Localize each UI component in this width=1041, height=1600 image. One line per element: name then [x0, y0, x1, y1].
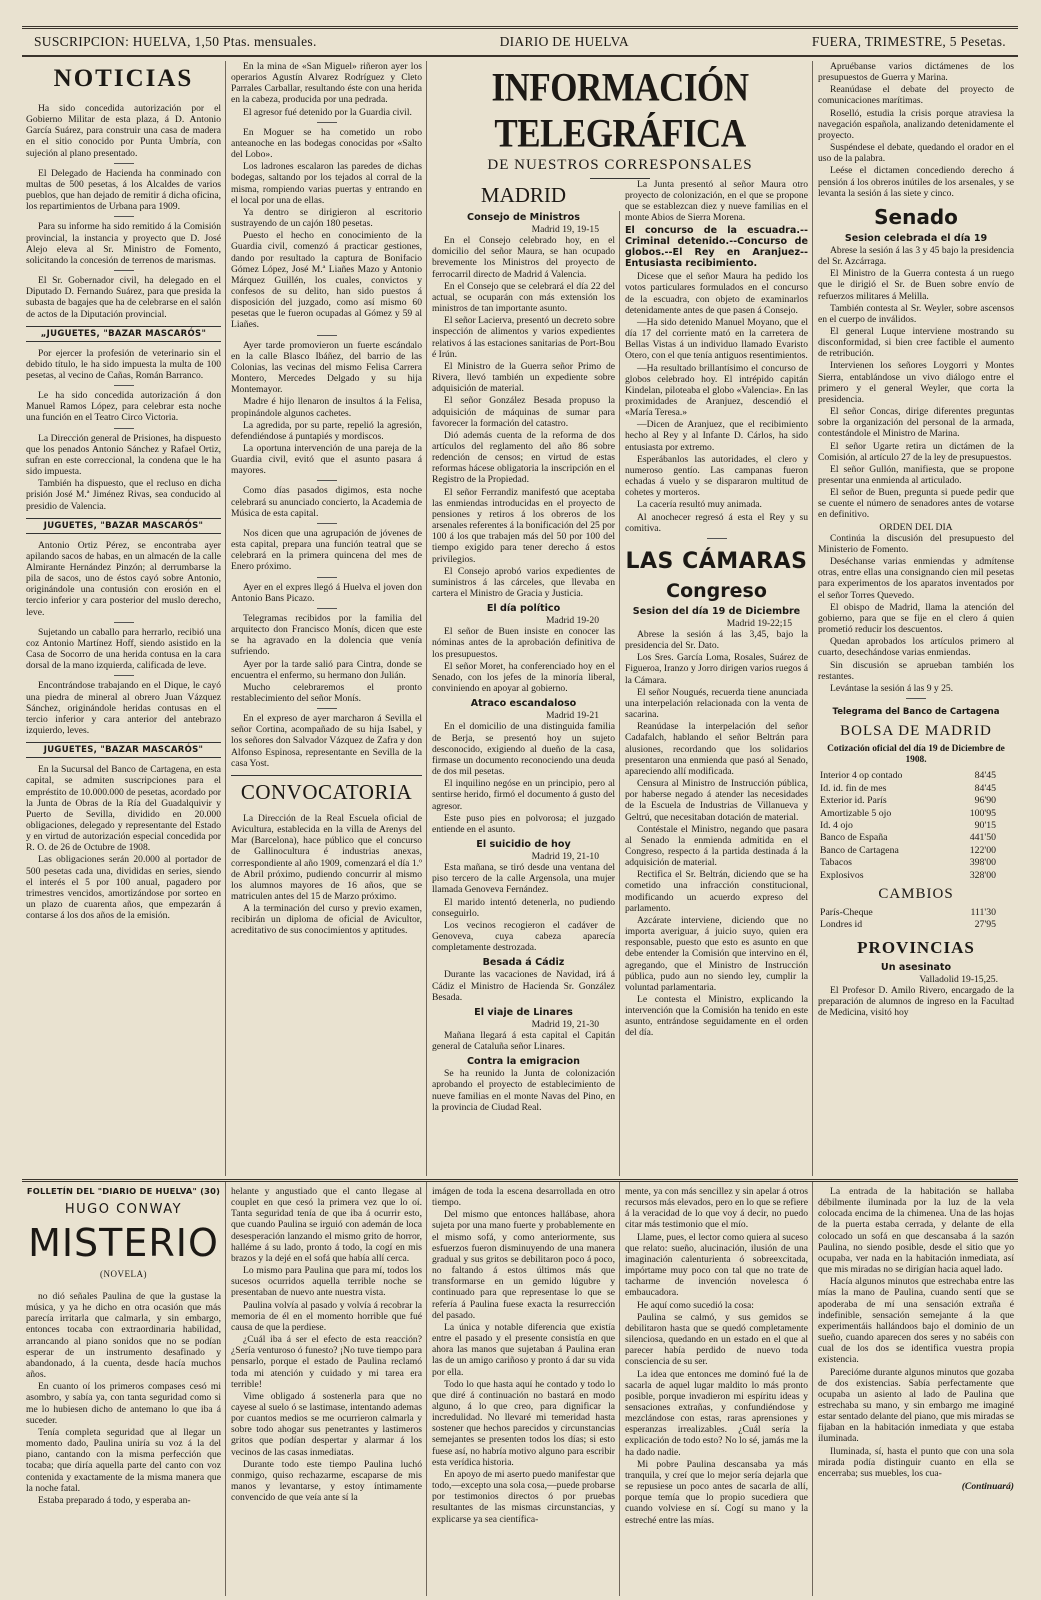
- serial-paragraph: Todo lo que hasta aquí he contado y todo lo que diré á continuación no bastará en modo alguno, á lo que creo, para dignificar la incredulidad. No llevaré mi temeridad hasta sostener que hechos parecidos y circunstancias semejantes se presenten todos los días; si esto fuese así, no habría motivo alguno para escribir esta verídica historia.: [432, 1378, 615, 1468]
- news-item: Telegramas recibidos por la familia del arquitecto don Francisco Monís, dicen que este se ha agravado en la dolencia que venía sufriendo.: [231, 612, 422, 658]
- session-heading: Sesion del día 19 de Diciembre: [632, 605, 801, 617]
- news-item: En el expreso de ayer marcharon á Sevilla el señor Cortina, acompañado de su hija Isabel, y los señores don Salvador Vázquez de Zafra y don Alfonso Espinosa, representante en Sevilla de la casa Yost.: [231, 713, 422, 769]
- article-paragraph: Le contesta el Ministro, explicando la intervención que la Comisión ha tenido en este asunto, entrándose seguidamente en el orden del día.: [625, 994, 808, 1039]
- dateline: Madrid 19-21: [545, 710, 599, 722]
- quotation-date: Cotización oficial del día 19 de Diciembre de 1908.: [827, 743, 1005, 766]
- convocatoria-heading: CONVOCATORIA: [240, 779, 413, 804]
- bazar-ad: JUGUETES, "BAZAR MASCARÓS": [26, 518, 221, 534]
- article-paragraph: El señor Moret, ha conferenciado hoy en el Senado, con los jefes de la minoría liberal, conviniendo en apoyar al gobierno.: [432, 660, 615, 695]
- news-item: El Delegado de Hacienda ha conminado con multas de 500 pesetas, á los Alcaldes de varios pueblos, que han dejado de remitir á dicha oficina, los repartimientos de Urbana para 1909.: [26, 167, 221, 213]
- folletin-section: [22, 1179, 1018, 1593]
- provincias-heading: PROVINCIAS: [857, 937, 975, 957]
- rate-name: Banco de Cartagena: [820, 844, 899, 856]
- news-item: Ayer por la tarde salió para Cintra, donde se encuentra el enfermo, su hermano don Julián.: [231, 658, 422, 681]
- section-heading: Contra la emigracion: [467, 1056, 580, 1068]
- article-paragraph: Continúa la discusión del presupuesto del Ministerio de Fomento.: [818, 532, 1014, 555]
- rate-value: 96'90: [974, 795, 996, 807]
- news-item: Nos dicen que una agrupación de jóvenes de esta capital, prepara una función teatral que se celebrará en la primera quincena del mes de Enero próximo.: [231, 527, 422, 573]
- senado-column: [814, 61, 1018, 1176]
- rate-name: Interior 4 op contado: [820, 770, 903, 782]
- rate-value: 328'00: [969, 869, 996, 881]
- serial-paragraph: Paulina se calmó, y sus gemidos se debilitaron hasta que se quedó completamente silenciosa, quedando en un estado en el que al parecer había perdido de nuevo toda consciencia de su ser.: [625, 1311, 808, 1368]
- rate-name: Londres id: [820, 919, 863, 931]
- news-item: La Dirección general de Prisiones, ha dispuesto que los penados Antonio Sánchez y Rafael Ortiz, sufran en este correccional, la condena que le ha sido impuesta.: [26, 432, 221, 478]
- serial-paragraph: Parecióme durante algunos minutos que gozaba de dos existencias. Sabía perfectamente que ocupaba un asiento al lado de Paulina que estrechaba su mano, y sin embargo me imaginé estar sentado delante del piano, que mis miradas se fijaban en la habitación inmediata y que estaba iluminada.: [818, 1366, 1014, 1445]
- article-paragraph: Reanúdase el debate del proyecto de comunicaciones marítimas.: [818, 84, 1014, 107]
- rate-value: 27'95: [974, 919, 996, 931]
- article-paragraph: El señor Nougués, recuerda tiene anunciada una interpelación relacionada con la venta de sacarina.: [625, 686, 808, 721]
- serial-paragraph: He aquí como sucedió la cosa:: [637, 1299, 754, 1311]
- article-paragraph: Dicese que el señor Maura ha pedido los votos particulares formulados en el concurso de la escuadra, con objeto de examinarlos detenidamente antes de que pasen á Consejo.: [625, 271, 808, 316]
- article-paragraph: Deséchanse varias enmiendas y admítense otras, entre ellas una consignando cien mil pesetas para experimentos de los aparatos inventados por el señor Torres Quevedo.: [818, 556, 1014, 601]
- article-paragraph: El señor Ferrandiz manifestó que aceptaba las enmiendas introducidas en el proyecto de pensiones y retiros á los obreros de los arsenales referentes á la bonificación del 25 por 100 á los que trabajen más del 50 por 100 del tiempo exigido para tener derecho á estos privilegios.: [432, 486, 615, 565]
- news-item: Ha sido concedida autorización por el Gobierno Militar de esta plaza, á D. Antonio García Suárez, para construir una casa de madera en el sitio conocido por Punta Umbría, con sujeción al plano presentado.: [26, 103, 221, 159]
- serial-paragraph: Llame, pues, el lector como quiera al suceso que relato: sueño, alucinación, ilusión de una imaginación calenturienta ó sobreexcitada, impórtame muy poco con tal que no trate de tacharme de invención novelesca ó embaucadora.: [625, 1231, 808, 1299]
- article-paragraph: Durante las vacaciones de Navidad, irá á Cádiz el Ministro de Hacienda Sr. González Besada.: [432, 969, 615, 1003]
- orden-del-dia: ORDEN DEL DIA: [879, 521, 953, 533]
- article-paragraph: Suspéndese el debate, quedando el orador en el uso de la palabra.: [818, 142, 1014, 165]
- serial-paragraph: En apoyo de mi aserto puedo manifestar que todo,—excepto una sola cosa,—puede probarse por testimonios directos ó por pruebas resultantes de las mismas circunstancias, y explicarse ya sea científica-: [432, 1468, 615, 1525]
- article-paragraph: Abrese la sesión á las 3 y 45 bajo la presidencia del Sr. Azcárraga.: [818, 244, 1014, 268]
- article-paragraph: Apruébanse varios dictámenes de los presupuestos de Guerra y Marina.: [818, 61, 1014, 84]
- article-paragraph: Levántase la sesión á las 9 y 25.: [830, 682, 954, 694]
- article-paragraph: El Ministro de la Guerra contesta á un ruego que le dirigió el Sr. de Buen sobre envío de refuerzos militares á Melilla.: [818, 268, 1014, 302]
- serial-title: MISTERIO: [28, 1221, 219, 1265]
- rate-name: Id. id. fin de mes: [820, 782, 887, 794]
- article-paragraph: El general Luque interviene mostrando su disconformidad, si bien cree factible el aumento de retribución.: [818, 325, 1014, 360]
- news-item: Encontrándose trabajando en el Dique, le cayó una piedra de mineral al obrero Juan Vázquez Sánchez, originándole heridas contusas en el tercio inferior y cara anterior del antebrazo izquierdo, leves.: [26, 680, 221, 737]
- rate-value: 122'00: [969, 844, 996, 856]
- serial-paragraph: ¿Cuál iba á ser el efecto de esta reacción? ¿Sería venturoso ó funesto? ¡No tuve tiempo para pensarlo, porque el estado de Paulina reclamó toda mi atención y cuidado y mi tarea era terrible!: [231, 1334, 422, 1390]
- serial-paragraph: Del mismo que entonces hallábase, ahora sujeta por una mano fuerte y probablemente en el mismo sofá, y como anteriormente, sus esfuerzos fueron disminuyendo de una manera gradual y sus gritos se debilitaron poco á poco, no faltando á estos últimos más que transformarse en un gemido lúgubre y continuado para que representase lo que se refería á Paulina fuese exacta la resurrección del pasado.: [432, 1209, 615, 1321]
- news-item: Mucho celebraremos el pronto restablecimiento del señor Monís.: [231, 681, 422, 704]
- stock-rates: [818, 770, 1014, 882]
- folletin-header: FOLLETÍN DEL "DIARIO DE HUELVA" (30): [26, 1186, 221, 1196]
- rate-row: [818, 795, 1014, 807]
- dateline: Madrid 19, 21-30: [531, 1018, 599, 1030]
- article-paragraph: Los vecinos recogieron el cadáver de Genoveva, cuya cabeza aparecía completamente destrozada.: [432, 919, 615, 954]
- news-item: La oportuna intervención de una pareja de la Guardia civil, evitó que el asunto pasara á mayores.: [231, 443, 422, 477]
- article-paragraph: Se ha reunido la Junta de colonización aprobando el proyecto de establecimiento de nueve familias en el monte Navas del Pino, en la provincia de Ciudad Real.: [432, 1068, 615, 1113]
- camaras-heading: LAS CÁMARAS: [625, 548, 808, 574]
- news-item: El agresor fué detenido por la Guardia civil.: [243, 106, 412, 118]
- news-item: Puesto el hecho en conocimiento de la Guardia civil, comenzó á practicar gestiones, dando por resultado la captura de Bonifacio Gómez López, José M.ª Liañes Mazo y Antonio Márquez Guillén, los cuales, convictos y confesos de su delito, han sido puestos á disposición del juzgado, como así mismo 60 pesetas que le fueron ocupadas al Gómez y 59 al Liañes.: [231, 230, 422, 331]
- rate-row: [818, 808, 1014, 820]
- dateline: Madrid 19, 19-15: [531, 224, 599, 235]
- article-paragraph: El señor de Buen insiste en conocer las nóminas antes de la aprobación definitiva de los presupuestos.: [432, 626, 615, 660]
- serial-column-4: [621, 1186, 812, 1596]
- news-item: Sujetando un caballo para herrarlo, recibió una coz Antonio Martínez Hoff, siendo asistido en la Casa de Socorro de una herida contusa en la cara dorsal de la mano izquierda, calificada de leve.: [26, 626, 221, 672]
- rate-row: [818, 919, 1014, 931]
- rate-value: 111'30: [970, 906, 996, 918]
- news-item: A la terminación del curso y previo examen, recibirán un diploma de oficial de Avicultor, acreditativo de sus conocimientos y aptitudes.: [231, 903, 422, 937]
- article-paragraph: Esta mañana, se tiró desde una ventana del piso tercero de la calle Argensola, una mujer llamada Genoveva Fernández.: [432, 862, 615, 896]
- bank-telegram-heading: Telegrama del Banco de Cartagena: [832, 706, 1000, 717]
- news-item: Por ejercer la profesión de veterinario sin el debido título, le ha sido impuesta la multa de 100 pesetas, al vecino de Cañas, Román Barranco.: [26, 347, 221, 381]
- article-paragraph: Los Sres. García Loma, Rosales, Suárez de Figueroa, Iranzo y Jorro dirigen varios ruegos á la Cámara.: [625, 652, 808, 686]
- dateline: Madrid 19, 21-10: [531, 850, 599, 862]
- news-item: Ya dentro se dirigieron al escritorio sustrayendo de un cajón 180 pesetas.: [231, 206, 422, 230]
- rate-value: 100'95: [969, 807, 996, 819]
- article-paragraph: El marido intentó detenerla, no pudiendo conseguirlo.: [432, 896, 615, 919]
- article-paragraph: El obispo de Madrid, llama la atención del gobierno, para que se fije en el clero á quien prometió reducir los descuentos.: [818, 601, 1014, 636]
- news-item: En la mina de «San Miguel» riñeron ayer los operarios Agustín Alvarez Rodríguez y Cleto Parrales Carballar, resultando éste con una herida en la cabeza, producida por una pedrada.: [231, 61, 422, 106]
- rate-row: [818, 832, 1014, 844]
- serial-paragraph: no dió señales Paulina de que la gustase la música, y ya he dicho en otra ocasión que más parecía irritarla que calmarla, y sin embargo, entonces tocaba con extraordinaria habilidad, arrancando al piano sonidos que no se podían esperar de un instrumento desafinado y abandonado, á la cuenta, desde hacía muchos años.: [26, 1291, 221, 1381]
- article-paragraph: La cacería resultó muy animada.: [637, 499, 762, 511]
- rate-name: Amortizable 5 ojo: [820, 807, 892, 819]
- article-paragraph: Esperábanlos las autoridades, el clero y numeroso gentío. Las campanas fueron echadas á vuelo y se dispararon multitud de cohetes y morteros.: [625, 453, 808, 499]
- correspondents-subheading: DE NUESTROS CORRESPONSALES: [487, 157, 753, 173]
- rate-value: 398'00: [969, 857, 996, 869]
- serial-paragraph: Estaba preparado á todo, y esperaba an-: [38, 1494, 191, 1506]
- masthead: [22, 29, 1018, 57]
- article-paragraph: Mañana llegará á esta capital el Capitán general de Cataluña señor Linares.: [432, 1030, 615, 1053]
- session-heading: Sesion celebrada el día 19: [844, 232, 988, 244]
- article-paragraph: Intervienen los señores Loygorri y Montes Sierra, entablándose un vivo diálogo entre el primero y el general Weyler, que corta la presidencia.: [818, 360, 1014, 405]
- article-paragraph: El señor de Buen, pregunta si puede pedir que se cuente el número de senadores antes de votarse en definitivo.: [818, 487, 1014, 521]
- congreso-heading: Congreso: [666, 579, 767, 602]
- bold-headline: El concurso de la escuadra.--Criminal detenido.--Concurso de globos.--El Rey en Aranjuez--Entusiasta recibimiento.: [625, 224, 808, 270]
- article-paragraph: En el Consejo que se celebrará el día 22 del actual, se ocuparán con más extensión los ministros de tan importante asunto.: [432, 280, 615, 315]
- article-paragraph: También contesta al Sr. Weyler, sobre ascensos en el cuerpo de inválidos.: [818, 302, 1014, 325]
- rate-value: 84'45: [974, 782, 996, 794]
- local-news-column: [227, 61, 426, 1176]
- serial-paragraph: Lo mismo para Paulina que para mí, todos los sucesos ocurridos aquella terrible noche se presentaban de nuevo ante nuestra vista.: [231, 1265, 422, 1299]
- serial-paragraph: Tenía completa seguridad que al llegar un momento dado, Paulina uniría su voz á la del piano, cantando con la misma perfección que tocaba; que diría aquella parte del canto con voz contenida y exactamente de la misma manera que la noche fatal.: [26, 1426, 221, 1494]
- rate-row: [818, 783, 1014, 795]
- article-paragraph: Censura al Ministro de Instrucción pública, por haberse negado á atender las necesidades de la Escuela de Industrias de Villanueva y Geltrú, que necesitaban dotación de material.: [625, 778, 808, 823]
- news-item: Ayer tarde promovieron un fuerte escándalo en la calle Blasco Ibáñez, del barrio de las Colonias, las vecinas del mismo Felisa Carrera Montero, Mercedes Delgado y su hija Montemayor.: [231, 339, 422, 396]
- article-paragraph: El señor Lacierva, presentó un decreto sobre inspección de alimentos y varios expedientes relativos á las estaciones sanitarias de Port-Bou é Irún.: [432, 315, 615, 360]
- serial-column-3: [428, 1186, 619, 1596]
- serial-paragraph: imágen de toda la escena desarrollada en otro tiempo.: [432, 1186, 615, 1209]
- article-paragraph: Quedan aprobados los artículos primero al cuarto, desechándose varias enmiendas.: [818, 636, 1014, 659]
- serial-column-1: [22, 1182, 225, 1596]
- article-paragraph: —Ha sido detenido Manuel Moyano, que el día 17 del corriente mató en la carretera de Bellas Vistas á un individuo llamado Evaristo Otero, con el que tenía antiguos resentimientos.: [625, 316, 808, 362]
- news-item: También ha dispuesto, que el recluso en dicha prisión José M.ª Jiménez Rivas, sea conducido al presidio de Valencia.: [26, 478, 221, 512]
- article-paragraph: Leése el dictamen concediendo derecho á pensión á los obreros inútiles de los arsenales, y se levanta la sesión á las siete y cinco.: [818, 165, 1014, 199]
- bazar-ad: „JUGUETES, "BAZAR MASCARÓS": [26, 326, 221, 342]
- article-paragraph: Abrese la sesión á las 3,45, bajo la presidencia del Sr. Dato.: [625, 629, 808, 652]
- section-heading: Besada á Cádiz: [482, 957, 565, 969]
- senado-heading: Senado: [874, 204, 958, 229]
- serial-paragraph: En cuanto oí los primeros compases cesó mi asombro, y sabía ya, con tanta seguridad como si me lo hubiesen dicho de antemano lo que iba á suceder.: [26, 1381, 221, 1426]
- article-paragraph: La Junta presentó al señor Maura otro proyecto de colonización, en el que se propone que se establezcan diez y nueve familias en el monte Abios de Sierra Morena.: [625, 179, 808, 224]
- article-paragraph: El señor Gullón, manifiesta, que se propone presentar una enmienda al articulado.: [818, 463, 1014, 486]
- dateline: Valladolid 19-15,25.: [919, 973, 998, 985]
- exchange-rates: [818, 907, 1014, 932]
- article-paragraph: —Ha resultado brillantísimo el concurso de globos celebrado hoy. El intrépido capitán Kindelan, piloteaba el globo «Valencia». En las proximidades de Aranjuez, descendió el «María Teresa.»: [625, 362, 808, 419]
- bazar-ad: JUGUETES, "BAZAR MASCARÓS": [26, 742, 221, 758]
- news-item: Le ha sido concedida autorización á don Manuel Ramos López, para celebrar esta noche una función en el Teatro Circo Victoria.: [26, 390, 221, 424]
- section-heading: Consejo de Ministros: [467, 212, 580, 223]
- article-paragraph: Dió además cuenta de la reforma de dos artículos del reglamento del año 86 sobre redención de censos; en virtud de estas reformas hácese obligatoria la inscripción en el Registro de la Propiedad.: [432, 429, 615, 486]
- news-item: Para su informe ha sido remitido á la Comisión provincial, la instancia y proyecto que D. José Alejo eleva al Sr. Ministro de Fomento, solicitando la concesión de terrenos de marismas.: [26, 221, 221, 266]
- newspaper-name: DIARIO DE HUELVA: [499, 34, 629, 49]
- rate-name: Explosivos: [820, 869, 864, 881]
- article-paragraph: El Ministro de la Guerra señor Primo de Rivera, llevó también un expediente sobre adquisición de material.: [432, 360, 615, 395]
- subscription-outside: FUERA, TRIMESTRE, 5 Pesetas.: [811, 34, 1006, 49]
- serial-paragraph: La idea que entonces me dominó fué la de sacarla de aquel lugar maldito lo más pronto posible, porque invadieron mi espíritu ideas y sensaciones extrañas, y confundiéndose y mezclándose con estas, raras aprensiones y esperanzas irrealizables. ¿Cuál sería la explicación de todo esto? No lo sé, jamás me la ha dado nadie.: [625, 1368, 808, 1458]
- news-item: La Dirección de la Real Escuela oficial de Avicultura, establecida en la villa de Arenys del Mar (Barcelona), hace público que el concurso de Gallinocultura é industrias anexas, correspondiente al año 1909, comenzará el día 1.º de Abril próximo, pudiendo concurrir al mismo los alumnos mayores de 16 años, que se matriculen antes del 15 de Marzo próximo.: [231, 812, 422, 902]
- article-paragraph: El Consejo aprobó varios expedientes de suministros á las cárceles, que llevaba en cartera el Ministro de Gracia y Justicia.: [432, 565, 615, 599]
- news-item: Ayer en el expres llegó á Huelva el joven don Antonio Bans Picazo.: [231, 581, 422, 604]
- rate-value: 441'50: [969, 832, 996, 844]
- serial-column-5: [814, 1186, 1018, 1596]
- serial-paragraph: Vime obligado á sostenerla para que no cayese al suelo ó se lastimase, intentando ademas por cuantos medios se me ocurrieron calmarla y sobre todo ahogar sus penetrantes y lastimeros gritos que podían despertar y alarmar á los vecinos de las casas inmediatas.: [231, 1390, 422, 1458]
- rate-row: [818, 907, 1014, 919]
- telegraph-heading: INFORMACIÓN TELEGRÁFICA: [491, 65, 749, 156]
- news-item: Las obligaciones serán 20.000 al portador de 500 pesetas cada una, divididas en series, siendo el interés el 5 por 100 anual, pagadero por trimestres vencidos, amortizándose por sorteo en un plazo de cuarenta años, que empezarán á contarse á los dos años de la emisión.: [26, 854, 221, 922]
- rate-row: [818, 857, 1014, 869]
- rate-name: París-Cheque: [820, 906, 873, 918]
- article-paragraph: En el Consejo celebrado hoy, en el domicilio del señor Maura, se han ocupado brevemente los Ministros del proyecto de ferrocarril directo de Madrid á Valencia.: [432, 235, 615, 280]
- section-heading: Atraco escandaloso: [470, 698, 577, 710]
- news-item: La agredida, por su parte, repelió la agresión, defendiéndose á puntapiés y mordiscos.: [231, 419, 422, 442]
- serial-paragraph: La única y notable diferencia que existía entre el pasado y el presente consistía en que ahora las manos que sujetaban á Paulina eran las de un amigo cariñoso y pronto á dar su vida por ella.: [432, 1321, 615, 1378]
- section-heading: El viaje de Linares: [474, 1006, 573, 1018]
- news-item: Antonio Ortiz Pérez, se encontraba ayer apilando sacos de habas, en un almacén de la calle Almirante Hernández Pinzón; al derrumbarse la pila de sacos, uno de éstos cayó sobre Antonio, originándole una contusión con erosión en el tercio inferior y cara posterior del muslo derecho, leve.: [26, 539, 221, 618]
- news-item: En la Sucursal del Banco de Cartagena, en esta capital, se admiten suscripciones para el empréstito de 10.000.000 de pesetas, acordado por la Junta de Obras de la Ría del Guadalquivir y Puerto de Sevilla, dividido en 20.000 obligaciones, delegado y representante del Estado y en virtud de autorización especial concedida por R. O. de 26 de Octubre de 1908.: [26, 764, 221, 854]
- article-paragraph: Contéstale el Ministro, negando que pasara al Senado la enmienda admitida en el Congreso, respecto á la partida destinada á la adquisición de material.: [625, 823, 808, 869]
- rate-row: [818, 820, 1014, 832]
- news-item: Los ladrones escalaron las paredes de dichas bodegas, saltando por los tejados al corral de la misma, rompiendo varias puertas y entrando en el local por una de ellas.: [231, 161, 422, 206]
- news-item: En Moguer se ha cometido un robo anteanoche en las bodegas conocidas por «Salto del Lobo».: [231, 126, 422, 161]
- rate-row: [818, 845, 1014, 857]
- serial-paragraph: Mi pobre Paulina descansaba ya más tranquila, y creí que lo mejor sería dejarla que se repusiese un poco antes de sacarla de allí, porque temía que lo propio sucediera que cuando volviese en sí. Cogí su mano y la estreché entre las mías.: [625, 1458, 808, 1526]
- rate-name: Id. 4 ojo: [820, 819, 853, 831]
- section-heading: El día político: [486, 603, 561, 615]
- serial-column-2: [227, 1186, 426, 1596]
- dateline: Madrid 19-20: [545, 615, 599, 627]
- rate-name: Banco de España: [820, 832, 888, 844]
- serial-paragraph: La entrada de la habitación se hallaba débilmente iluminada por la luz de la vela colocada encima de la chimenea. Una de las hojas de la puerta estaba cerrada, y delante de ella colocado un sofá en que descansaba á la sazón Paulina, no siendo posible, desde el sitio que yo ocupaba, ver nada en la habitación inmediata, así que mis miradas no se dirigían hacia aquel lado.: [818, 1186, 1014, 1276]
- serial-paragraph: Iluminada, sí, hasta el punto que con una sola mirada podía distinguir cuanto en ella se encerraba; sus muebles, los cua-: [818, 1445, 1014, 1479]
- article-paragraph: Azcárate interviene, diciendo que no importa averiguar, á juicio suyo, quien era responsable, puesto que esto es asunto en que debe entender la Comisión que intervino en él, agregando, que el Ministro de Instrucción pública, pudo aun no siendo ley, cumplir la voluntad parlamentaria.: [625, 914, 808, 993]
- rate-value: 90'15: [974, 819, 996, 831]
- news-item: Madre é hijo llenaron de insultos á la Felisa, propinándole algunos cachetes.: [231, 396, 422, 419]
- article-paragraph: —Dicen de Aranjuez, que el recibimiento hecho al Rey y al Infante D. Cárlos, ha sido entusiasta por extremo.: [625, 419, 808, 453]
- noticias-heading: NOTICIAS: [53, 65, 194, 92]
- article-paragraph: El señor González Besada propuso la adquisición de máquinas de sumar para favorecer la formación del catastro.: [432, 395, 615, 429]
- telegraph-column-2: [621, 179, 812, 1176]
- newspaper-page: [22, 26, 1018, 1590]
- rate-value: 84'45: [974, 770, 996, 782]
- noticias-column: [22, 61, 225, 1176]
- continuara-note: (Continuará): [961, 1481, 1014, 1493]
- article-paragraph: Reanúdase la interpelación del señor Cadafalch, hablando el señor Beltrán para alusiones, recordando que los solidarios presentaron una enmienda que pasó al Senado, apareciendo allí modificada.: [625, 721, 808, 777]
- news-item: El Sr. Gobernador civil, ha delegado en el Diputado D. Fernando Suárez, para que presida la subasta de bagajes que ha de celebrarse en el salón de actos de la Diputación provincial.: [26, 275, 221, 320]
- section-heading: Un asesinato: [880, 961, 952, 973]
- article-paragraph: En el domicilio de una distinguida familia de Berja, se presentó hoy un sujeto desconocido, exigiendo al dueño de la casa, firmase un documento reconociendo una deuda de dos mil pesetas.: [432, 721, 615, 778]
- serial-paragraph: Durante todo este tiempo Paulina luchó conmigo, quiso rechazarme, escaparse de mis manos y levantarse, y estoy íntimamente convencido de que veía ante sí la: [231, 1458, 422, 1504]
- rate-row: [818, 770, 1014, 782]
- madrid-column: [428, 179, 619, 1176]
- article-paragraph: El señor Ugarte retira un dictámen de la Comisión, al artículo 27 de la ley de presupuestos.: [818, 440, 1014, 463]
- serial-paragraph: mente, ya con más sencillez y sin apelar á otros recursos más elevados, pero en lo que se refiere á la veracidad de lo que voy á decir, no puedo citar más testimonio que el mío.: [625, 1186, 809, 1231]
- serial-author: HUGO CONWAY: [64, 1202, 183, 1217]
- serial-paragraph: Hacía algunos minutos que estrechaba entre las mías la mano de Paulina, cuando sentí que se apoderaba de mí una sensación extraña é indefinible, sensación semejante á la que experimentáis hallándoos bajo el dominio de un sueño, cuando aparecen dos seres y no sabéis con cual de los dos se identifica vuestra propia existencia.: [818, 1276, 1014, 1366]
- rate-name: Tabacos: [820, 857, 852, 869]
- article-paragraph: Sin discusión se aprueban también los restantes.: [818, 659, 1014, 682]
- serial-paragraph: helante y angustiado que el canto llegase al couplet en que cesó la primera vez que lo oí. Tanta seguridad tenía de que iba á ocurrir esto, que cuando Paulina se irguió con ademán de loca desesperación lanzando el mismo grito de horror, halléme á su lado, pronto á todo, la cogí en mis brazos y la dejé en el sofá que había allí cerca.: [231, 1186, 422, 1264]
- serial-paragraph: Paulina volvía al pasado y volvía á recobrar la memoria de él en el momento horrible que fué causa de que la perdiese.: [231, 1299, 422, 1333]
- subscription-local: SUSCRIPCION: HUELVA, 1,50 Ptas. mensuales.: [34, 34, 317, 49]
- news-section: [22, 61, 1018, 1176]
- article-paragraph: El señor Concas, dirige diferentes preguntas sobre la organización del personal de la armada, contestándole el Ministro de Marina.: [818, 406, 1014, 440]
- bolsa-heading: BOLSA DE MADRID: [840, 722, 992, 739]
- article-paragraph: Al anochecer regresó á esta el Rey y su comitiva.: [625, 511, 808, 534]
- article-paragraph: Rectifica el Sr. Beltrán, diciendo que se ha cometido una infracción constitucional, modificando un acuerdo expreso del parlamento.: [625, 869, 808, 914]
- article-paragraph: Este puso pies en polvorosa; el juzgado entiende en el asunto.: [432, 812, 615, 835]
- madrid-heading: MADRID: [480, 183, 567, 207]
- section-heading: El suicidio de hoy: [476, 838, 571, 850]
- rate-row: [818, 870, 1014, 882]
- article-paragraph: El inquilino negóse en un principio, pero al sentirse herido, firmó el documento á gusto del agresor.: [432, 778, 615, 812]
- news-item: Como días pasados digimos, esta noche celebrará su anunciado concierto, la Academia de Música de esta capital.: [231, 485, 422, 519]
- serial-genre: (NOVELA): [100, 1269, 147, 1279]
- article-paragraph: Roselló, estudia la crisis porque atraviesa la navegación española, analizando detenidamente el proyecto.: [818, 107, 1014, 141]
- cambios-heading: CAMBIOS: [878, 885, 954, 902]
- rate-name: Exterior id. París: [820, 795, 887, 807]
- article-paragraph: El Profesor D. Amilo Rivero, encargado de la preparación de alumnos de ingreso en la Facultad de Medicina, visitó hoy: [818, 984, 1014, 1019]
- dateline: Madrid 19-22;15: [726, 617, 792, 629]
